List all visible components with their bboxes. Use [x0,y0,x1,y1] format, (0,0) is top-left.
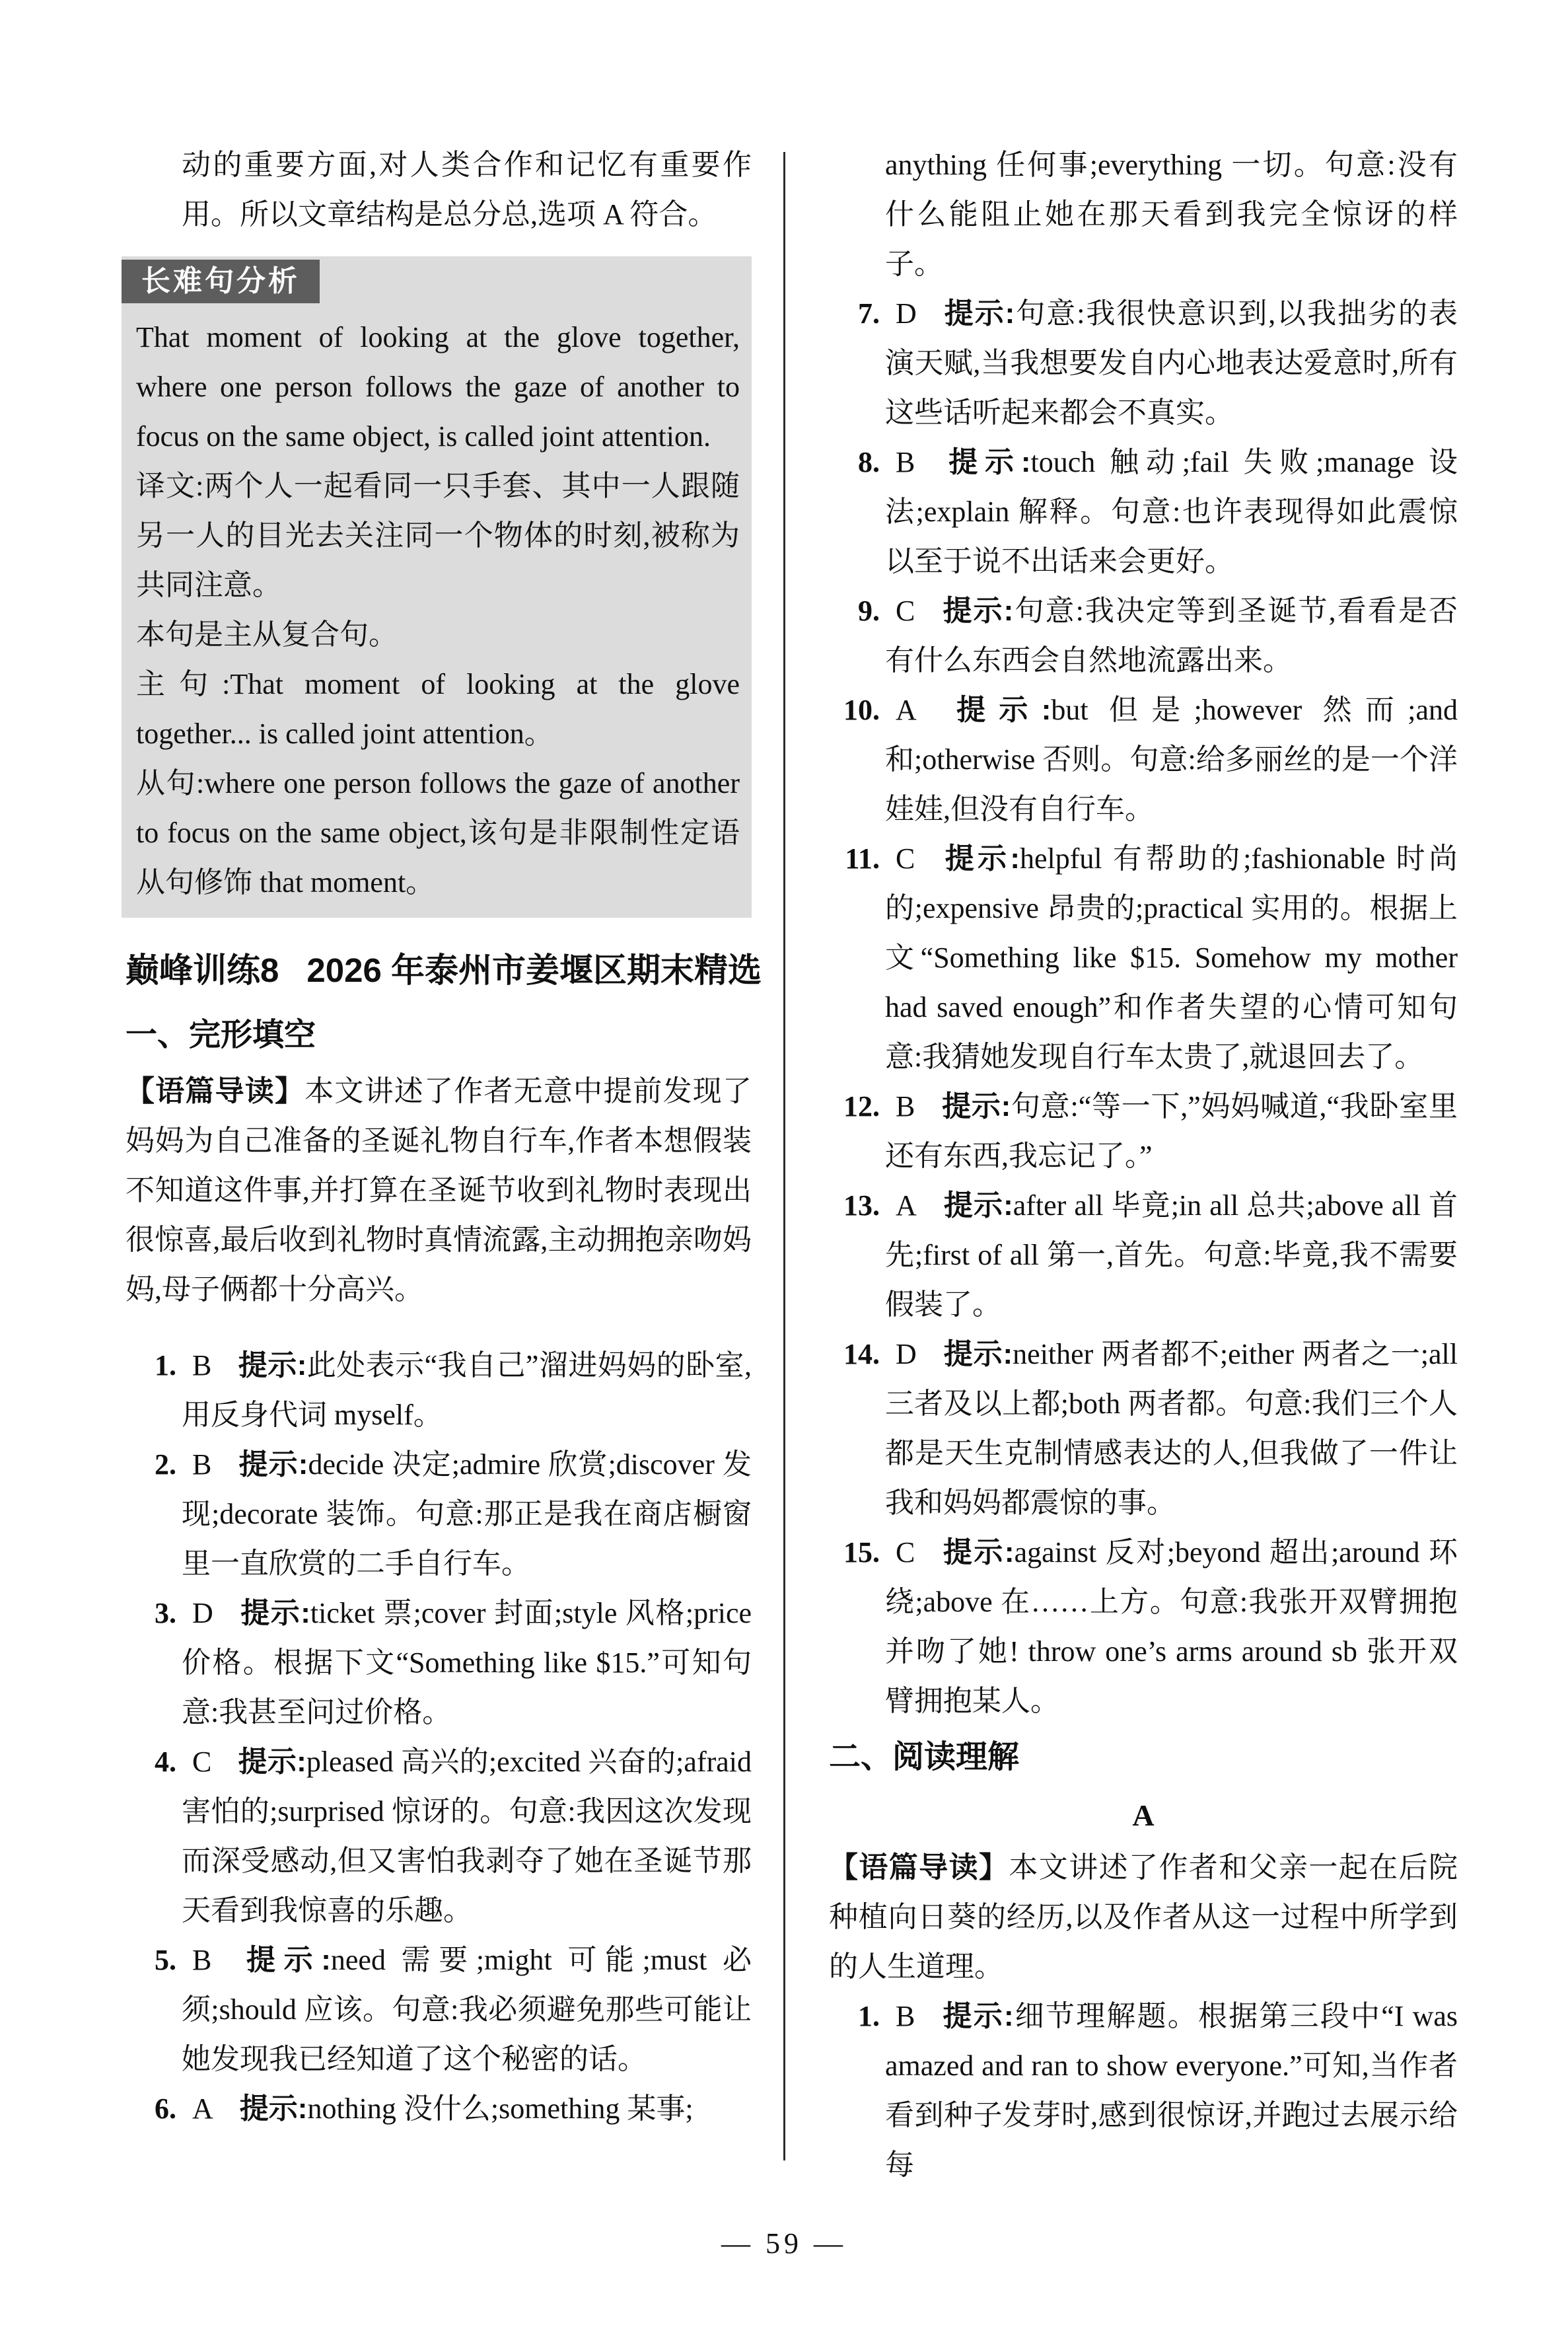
item-text: touch 触动;fail 失败;manage 设法;explain 解释。句意:也许表现得如此震惊以至于说不出话来会更好。 [885,446,1458,577]
left-column [125,140,762,2133]
item-text: ticket 票;cover 封面;style 风格;price 价格。根据下文“Something like $15.”可知句意:我甚至问过价格。 [182,1597,752,1728]
item-number: 5. [155,1944,176,1976]
cloze-item-11 [829,834,1458,1082]
tip-label: 提示: [941,446,1031,478]
analysis-sentence: That moment of looking at the glove together, where one person follows the gaze of another to focus on the same object, is called joint attention. [136,321,740,453]
item-text: but 但是;however 然而;and 和;otherwise 否则。句意:给多丽丝的是一个洋娃娃,但没有自行车。 [885,694,1458,825]
carryover-paragraph: 动的重要方面,对人类合作和记忆有重要作用。所以文章结构是总分总,选项 A 符合。 [182,149,752,231]
training-section-title [125,938,762,1004]
tip-label: 提示: [941,1090,1011,1123]
cloze-items-right [829,289,1458,1726]
tip-label: 提示: [941,842,1020,875]
cloze-item-13 [829,1181,1458,1329]
cloze-item-14 [829,1329,1458,1528]
cloze-items-left [125,1341,752,2133]
page-number: — 59 — [721,2227,847,2260]
item-answer: D [192,1597,213,1629]
tip-label: 提示: [943,1189,1013,1222]
cloze-item-5 [125,1935,752,2084]
tip-label: 提示: [238,1944,331,1976]
reading-heading: 二、阅读理解 [829,1740,1020,1775]
item-answer: C [896,595,915,627]
tip-label: 提示: [943,1338,1013,1370]
item-number: 3. [155,1597,176,1629]
item-answer: C [896,842,915,875]
column-divider [783,152,785,2160]
intro-text: 本文讲述了作者无意中提前发现了妈妈为自己准备的圣诞礼物自行车,作者本想假装不知道这件事,并打算在圣诞节收到礼物时表现出很惊喜,最后收到礼物时真情流露,主动拥抱亲吻妈妈,母子俩都十分高兴。 [125,1075,752,1306]
item-answer: B [896,1090,915,1123]
intro-label: 【语篇导读】 [125,1075,305,1107]
intro-text: 本文讲述了作者和父亲一起在后院种植向日葵的经历,以及作者从这一过程中所学到的人生道理。 [829,1851,1458,1983]
item-answer: B [192,1944,212,1976]
analysis-box-body [122,306,741,907]
item-number: 9. [858,595,880,627]
item-text: nothing 没什么;something 某事; [307,2092,694,2125]
tip-label: 提示: [239,2092,308,2125]
item-number: 7. [858,297,880,330]
tip-label: 提示: [238,1349,307,1382]
item-text: 句意:“等一下,”妈妈喊道,“我卧室里还有东西,我忘记了。” [885,1090,1458,1172]
item-text: 此处表示“我自己”溜进妈妈的卧室,用反身代词 myself。 [182,1349,752,1431]
item-answer: C [896,1536,915,1568]
item-number: 1. [155,1349,176,1382]
item-number: 14. [843,1338,880,1370]
cloze-item-3 [125,1588,752,1737]
item-number: 11. [845,842,880,875]
reading-items [829,1991,1458,2190]
long-sentence-analysis-box [122,256,752,918]
item-text: 细节理解题。根据第三段中“I was amazed and ran to show everyone.”可知,当作者看到种子发芽时,感到很惊讶,并跑过去展示给每 [885,2000,1458,2181]
cloze-item-15 [829,1528,1458,1726]
item-text: decide 决定;admire 欣赏;discover 发现;decorate 装饰。句意:那正是我在商店橱窗里一直欣赏的二手自行车。 [182,1448,752,1580]
item-number: 1. [858,2000,880,2032]
item-number: 15. [843,1536,880,1568]
item-text: need 需要;might 可能;must 必须;should 应该。句意:我必须避免那些可能让她发现我已经知道了这个秘密的话。 [182,1944,752,2075]
tip-label: 提示: [943,694,1051,726]
item-number: 13. [843,1189,880,1222]
tip-label: 提示: [941,2000,1014,2032]
cloze-intro [125,1066,752,1314]
analysis-main-clause: 主句:That moment of looking at the glove together... is called joint attention。 [136,668,740,750]
cloze-item-7 [829,289,1458,437]
item-answer: A [896,694,917,726]
item-text: neither 两者都不;either 两者之一;all 三者及以上都;both 两者都。句意:我们三个人都是天生克制情感表达的人,但我做了一件让我和妈妈都震惊的事。 [885,1338,1458,1519]
passage-label-a: A [1132,1798,1155,1832]
cloze-item-4 [125,1737,752,1935]
tip-label: 提示: [238,1746,306,1778]
tip-label: 提示: [238,1448,308,1481]
analysis-translation: 译文:两个人一起看同一只手套、其中一人跟随另一人的目光去关注同一个物体的时刻,被称为共同注意。 [136,470,740,601]
cloze-item-9 [829,586,1458,685]
item-number: 8. [858,446,880,478]
cloze-item-2 [125,1440,752,1588]
reading-intro [829,1843,1458,1991]
cloze-item-6-continuation: anything 任何事;everything 一切。句意:没有什么能阻止她在那天看到我完全惊讶的样子。 [885,149,1458,280]
item-number: 4. [155,1746,176,1778]
item-number: 6. [155,2092,176,2125]
item-answer: B [192,1448,212,1481]
item-text: pleased 高兴的;excited 兴奋的;afraid 害怕的;surprised 惊讶的。句意:我因这次发现而深受感动,但又害怕我剥夺了她在圣诞节那天看到我惊喜的乐趣。 [182,1746,752,1927]
tip-label: 提示: [943,297,1015,330]
training-exam-title: 2026 年泰州市姜堰区期末精选 [306,951,762,989]
item-answer: C [192,1746,212,1778]
reading-item-1 [829,1991,1458,2190]
item-number: 2. [155,1448,176,1481]
item-answer: B [896,446,915,478]
cloze-item-10 [829,685,1458,834]
item-number: 12. [843,1090,880,1123]
intro-label: 【语篇导读】 [829,1851,1009,1884]
cloze-item-6 [125,2084,752,2133]
item-text: against 反对;beyond 超出;around 环绕;above 在……上方。句意:我张开双臂拥抱并吻了她! throw one’s arms around sb 张开双臂拥抱某人。 [885,1536,1458,1717]
item-number: 10. [843,694,880,726]
tip-label: 提示: [239,1597,310,1629]
item-text: after all 毕竟;in all 总共;above all 首先;first of all 第一,首先。句意:毕竟,我不需要假装了。 [885,1189,1458,1321]
item-text: helpful 有帮助的;fashionable 时尚的;expensive 昂贵的;practical 实用的。根据上文“Something like $15. Somehow my mother had saved enough”和作者失望的心情可知句意:我猜她发现自行车太贵了,就退回去了。 [885,842,1458,1073]
item-answer: D [896,1338,917,1370]
item-text: 句意:我决定等到圣诞节,看看是否有什么东西会自然地流露出来。 [885,595,1458,677]
tip-label: 提示: [941,595,1014,627]
item-answer: B [896,2000,915,2032]
cloze-item-1 [125,1341,752,1440]
analysis-sub-clause: 从句:where one person follows the gaze of another to focus on the same object,该句是非限制性定语从句修饰 that moment。 [136,767,740,899]
analysis-structure-note: 本句是主从复合句。 [136,618,398,651]
training-label: 巅峰训练8 [125,951,279,989]
right-column [829,140,1458,2190]
cloze-heading: 一、完形填空 [125,1017,316,1052]
item-answer: D [896,297,917,330]
item-answer: A [896,1189,917,1222]
cloze-item-12 [829,1082,1458,1181]
item-answer: A [192,2092,213,2125]
item-answer: B [192,1349,212,1382]
cloze-item-8 [829,437,1458,586]
tip-label: 提示: [941,1536,1015,1568]
analysis-box-badge: 长难句分析 [122,260,320,303]
item-text: 句意:我很快意识到,以我拙劣的表演天赋,当我想要发自内心地表达爱意时,所有这些话听起来都会不真实。 [885,297,1458,429]
